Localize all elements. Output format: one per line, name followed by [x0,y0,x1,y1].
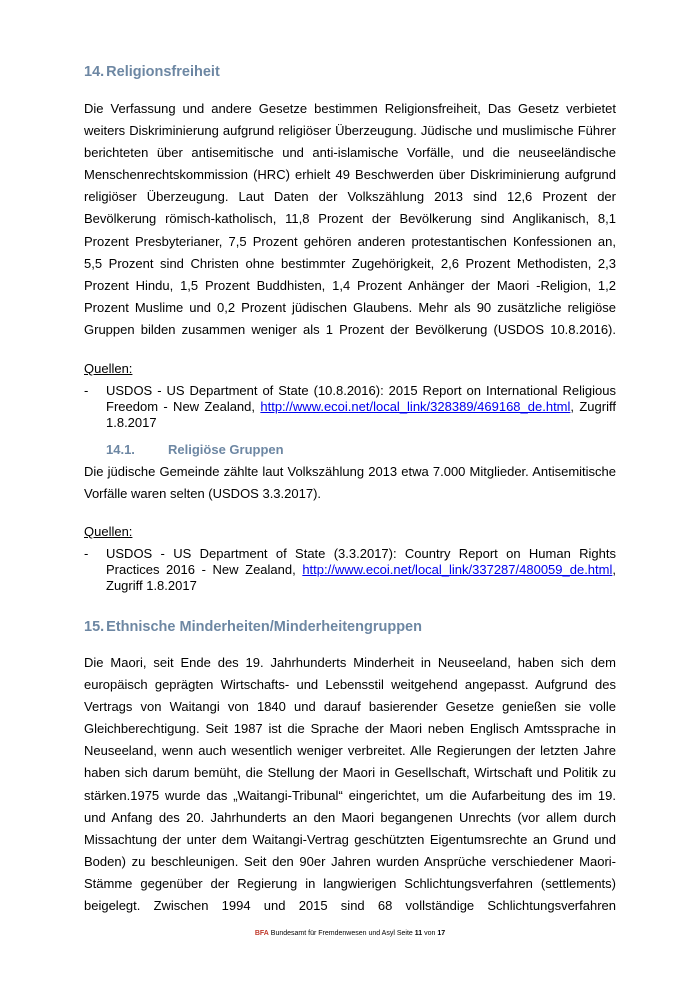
section-14-heading [84,64,220,80]
source-citation: USDOS - US Department of State (10.8.2016): 2015 Report on International Religious Freedom - New Zealand, [106,383,616,414]
section-number: 15. [84,619,105,635]
bfa-logo-text: BFA [254,930,269,937]
section-title: Ethnische Minderheiten/Minderheitengruppen [106,619,422,635]
source-text [106,546,616,593]
section-title: Religiöse Gruppen [168,442,284,457]
section-number: 14. [84,64,105,80]
source-text [106,383,616,430]
section-14-1-heading [106,442,284,457]
source-access-date: , Zugriff 1.8.2017 [106,398,616,430]
source-link[interactable]: http://www.ecoi.net/local_link/337287/480059_de.html [302,561,613,577]
footer-of: von [422,930,438,937]
section-number: 14.1. [106,442,135,457]
source-item [84,383,616,430]
footer-org: Bundesamt für Fremdenwesen und Asyl Seite [268,930,415,937]
source-access-date: , Zugriff 1.8.2017 [106,561,616,593]
sources-label: Quellen: [84,361,133,376]
page-total: 17 [437,930,446,937]
page-footer [0,930,700,937]
section-title: Religionsfreiheit [106,64,220,80]
sources-label: Quellen: [84,524,133,539]
source-item [84,546,616,593]
page-number: 11 [414,930,423,937]
source-link[interactable]: http://www.ecoi.net/local_link/328389/469168_de.html [260,398,571,414]
section-15-paragraph: Die Maori, seit Ende des 19. Jahrhunderts Minderheit in Neuseeland, haben sich dem europäisch geprägten Wirtschafts- und Lebensstil weitgehend angepasst. Aufgrund des Vertrags von Waitangi von 1840 und darauf basierender Gesetze genießen sie volle Gleichberechtigung. Seit 1987 ist die Sprache der Maori neben Englisch Amtssprache in Neuseeland, wenn auch wesentlich weniger verbreitet. Alle Regierungen der letzten Jahre haben sich darum bemüht, die Stellung der Maori in Gesellschaft, Wirtschaft und Politik zu stärken.1975 wurde das „Waitangi-Tribunal“ eingerichtet, um die Aufarbeitung des im 19. und Anfang des 20. Jahrhunderts an den Maori begangenen Unrechts (vor allem durch Missachtung der unter dem Waitangi-Vertrag geschützten Eigentumsrechte an Grund und Boden) zu beschleunigen. Seit den 90er Jahren wurden Ansprüche verschiedener Maori-Stämme gegenüber der Regierung in langwierigen Schlichtungsverfahren (settlements) beigelegt. Zwischen 1994 und 2015 sind 68 vollständige Schlichtungsverfahren [84,655,616,914]
source-citation: USDOS - US Department of State (3.3.2017): Country Report on Human Rights Practices 2016 - New Zealand, [106,546,616,577]
section-14-1-paragraph: Die jüdische Gemeinde zählte laut Volkszählung 2013 etwa 7.000 Mitglieder. Antisemitische Vorfälle waren selten (USDOS 3.3.2017). [84,464,616,502]
list-dash: - [84,383,89,398]
section-15-heading [84,619,422,635]
list-dash: - [84,546,89,561]
section-14-paragraph: Die Verfassung und andere Gesetze bestimmen Religionsfreiheit, Das Gesetz verbietet weiters Diskriminierung aufgrund religiöser Überzeugung. Jüdische und muslimische Führer berichteten über antisemitische und anti-islamische Vorfälle, und die neuseeländische Menschenrechtskommission (HRC) erhielt 49 Beschwerden über Diskriminierung aufgrund religiöser Überzeugung. Laut Daten der Volkszählung 2013 sind 12,6 Prozent der Bevölkerung römisch-katholisch, 11,8 Prozent der Bevölkerung sind Anglikanisch, 8,1 Prozent Presbyterianer, 7,5 Prozent gehören anderen protestantischen Konfessionen an, 5,5 Prozent sind Christen ohne bestimmter Zugehörigkeit, 2,6 Prozent Methodisten, 2,3 Prozent Hindu, 1,5 Prozent Buddhisten, 1,4 Prozent Anhänger der Maori -Religion, 1,2 Prozent Muslime und 0,2 Prozent jüdischen Glaubens. Mehr als 90 zusätzliche religiöse Gruppen bilden zusammen weniger als 1 Prozent der Bevölkerung (USDOS 10.8.2016). [84,101,616,337]
